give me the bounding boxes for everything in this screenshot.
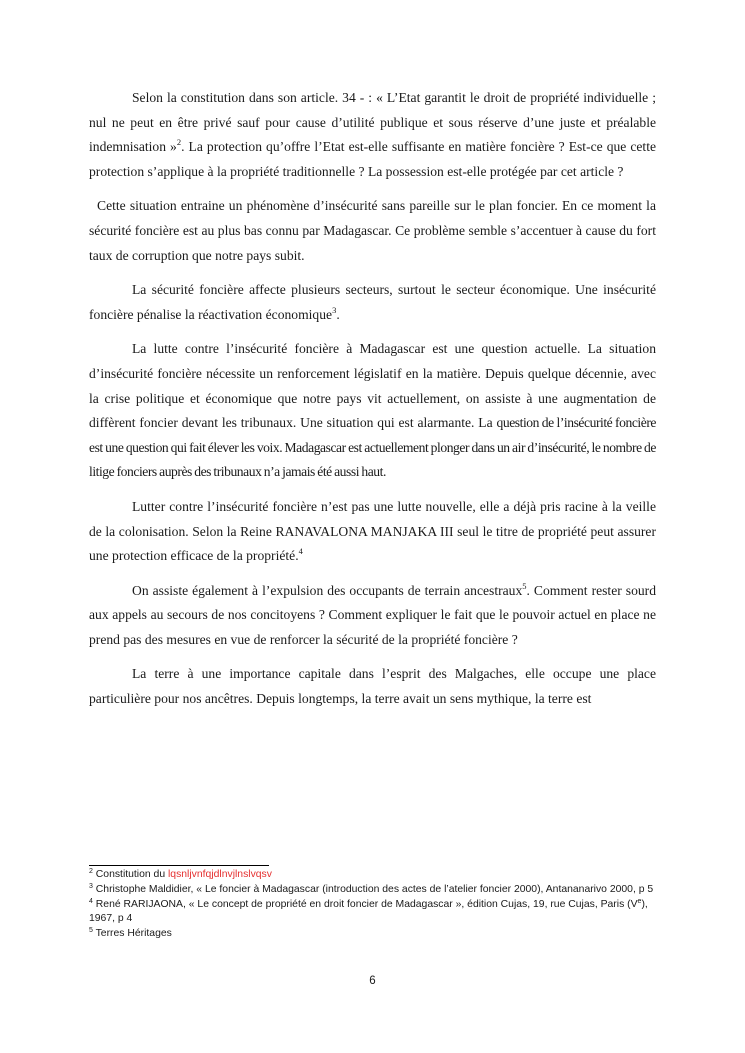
footnote-number: 4 xyxy=(89,897,93,905)
footnote-3 xyxy=(89,883,656,898)
paragraph-6-text: On assiste également à l’expulsion des occupants de terrain ancestraux xyxy=(132,582,523,598)
footnote-ref-2[interactable]: 2 xyxy=(176,137,182,148)
paragraph-5-text: Lutter contre l’insécurité foncière n’est pas une lutte nouvelle, elle a déjà pris racine à la veille de la colonisation. Selon la Reine RANAVALONA MANJAKA III seul le titre de propriété peut assurer une protection efficace de la propriété. xyxy=(89,498,656,564)
paragraph-1-text-b: . La protection qu’offre l’Etat est-elle suffisante en matière foncière ? Est-ce que cette protection s’applique à la propriété traditionnelle ? La possession est-elle protégée par cet article ? xyxy=(89,139,657,179)
footnote-ref-3[interactable]: 3 xyxy=(332,304,337,315)
footnote-text: Terres Héritages xyxy=(95,928,172,940)
paragraph-6 xyxy=(89,579,656,653)
footnote-ref-5[interactable]: 5 xyxy=(522,580,527,591)
footnote-ref-4[interactable]: 4 xyxy=(298,546,303,557)
footnotes xyxy=(89,868,656,942)
footnote-text: Christophe Maldidier, « Le foncier à Madagascar (introduction des actes de l’atelier foncier 2000), Antananarivo 2000, p 5 xyxy=(95,883,654,895)
footnote-superscript: e xyxy=(637,897,642,905)
footnote-text: Constitution du xyxy=(95,869,168,880)
body-text xyxy=(89,86,656,722)
footnote-separator xyxy=(89,865,269,866)
paragraph-2-text: Cette situation entraine un phénomène d’insécurité sans pareille sur le plan foncier. En ce moment la sécurité foncière est au plus bas connu par Madagascar. Ce problème semble s’accentuer à cause du fort taux de corruption que notre pays subit. xyxy=(89,198,656,263)
paragraph-1-text-a: Selon la constitution dans son article. 34 - : « L’Etat garantit le droit de propriété individuelle ; nul ne peut en être privé sauf pour cause d’utilité publique et sous réserve d’une juste et préalable indemnisation » xyxy=(89,90,656,155)
footnote-text-after: ), 1967, p 4 xyxy=(89,898,648,925)
paragraph-3-text: La sécurité foncière affecte plusieurs secteurs, surtout le secteur économique. Une insécurité foncière pénalise la réactivation économique xyxy=(89,282,656,322)
paragraph-3-after: . xyxy=(336,306,340,322)
footnote-4 xyxy=(89,898,656,928)
paragraph-2 xyxy=(89,194,656,268)
paragraph-5 xyxy=(89,495,656,569)
footnote-text: René RARIJAONA, « Le concept de propriété en droit foncier de Madagascar », édition Cujas, 19, rue Cujas, Paris (V xyxy=(95,898,638,910)
paragraph-7-text: La terre à une importance capitale dans l’esprit des Malgaches, elle occupe une place particulière pour nos ancêtres. Depuis longtemps, la terre avait un sens mythique, la terre est xyxy=(89,666,656,707)
footnote-number: 3 xyxy=(89,882,93,890)
paragraph-4-condensed-text: question de l’insécurité foncière est une question qui fait élever les voix. Madagascar est actuellement plonger dans un air d’insécurité, le nombre de litige fonciers auprès des tribunaux n’a jamais été aussi haut. xyxy=(89,415,656,480)
footnote-number: 5 xyxy=(89,927,93,935)
paragraph-3 xyxy=(89,278,656,327)
footnote-link[interactable]: lqsnljvnfqjdlnvjlnslvqsv xyxy=(168,869,272,880)
footnote-number: 2 xyxy=(89,868,93,875)
paragraph-6-after: . Comment rester sourd aux appels au secours de nos concitoyens ? Comment expliquer le fait que le pouvoir actuel en place ne prend pas des mesures en vue de renforcer la sécurité de la propriété foncière ? xyxy=(89,582,656,647)
paragraph-7 xyxy=(89,662,656,711)
footnote-5 xyxy=(89,927,656,942)
paragraph-4-text: La lutte contre l’insécurité foncière à Madagascar est une question actuelle. La situation d’insécurité foncière nécessite un renforcement législatif en la matière. Depuis quelque décennie, avec la crise politique et économique que notre pays vit actuellement, on assiste à une augmentation de diffèrent foncier devant les tribunaux. Une situation qui est alarmante. La xyxy=(89,341,656,431)
paragraph-1 xyxy=(89,86,656,184)
footnote-2 xyxy=(89,868,656,883)
page-number: 6 xyxy=(369,975,376,987)
paragraph-4 xyxy=(89,337,656,485)
